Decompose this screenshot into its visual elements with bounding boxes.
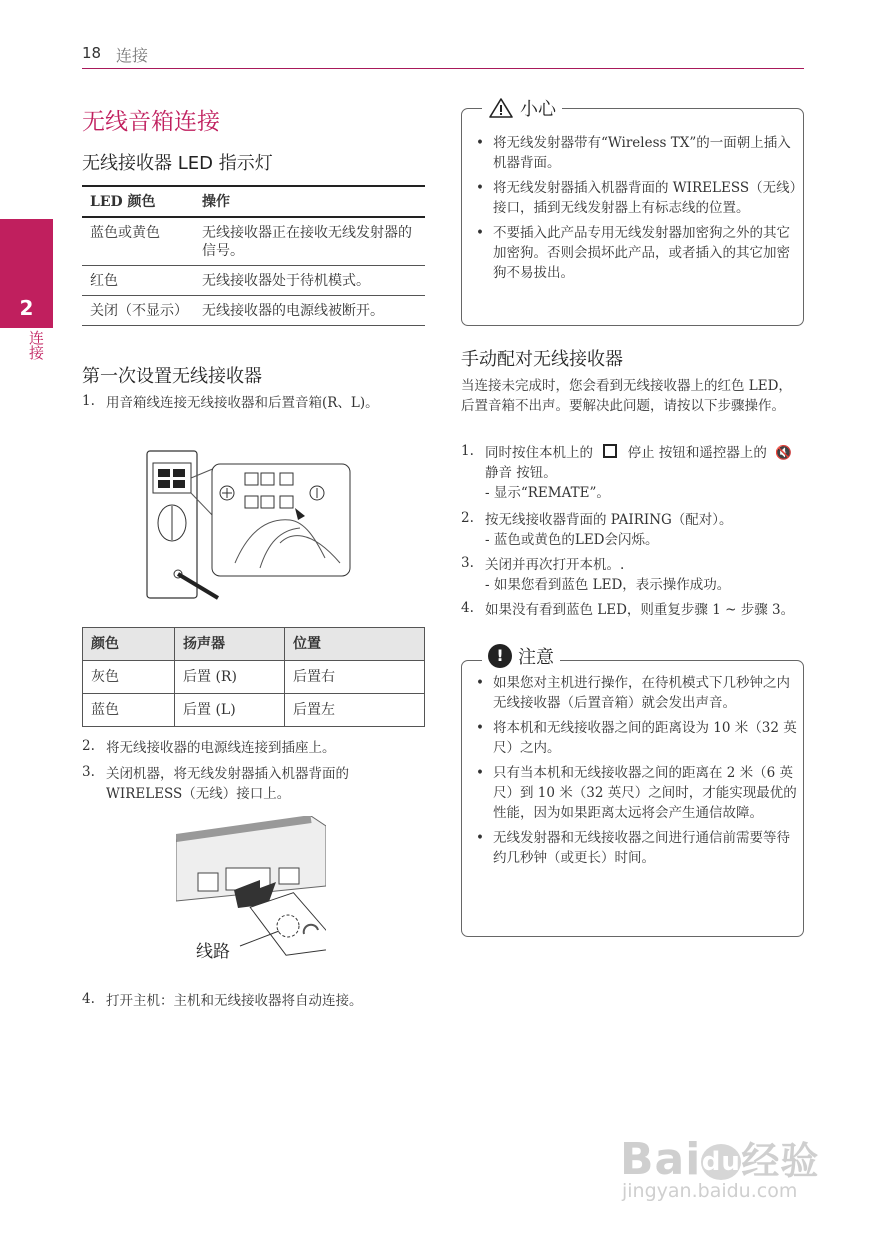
step-text: [485, 443, 798, 503]
speaker-table-header: 颜色: [83, 628, 175, 661]
stop-button-icon: [603, 444, 617, 458]
page-number: 18: [82, 44, 102, 62]
section-title: 无线音箱连接: [82, 109, 220, 135]
table-cell: 蓝色或黄色: [82, 217, 194, 266]
step-number: 3.: [461, 555, 474, 571]
note-title-text: 注意: [518, 647, 554, 668]
table-row: [82, 217, 425, 266]
step-subtext: - 蓝色或黄色的LED会闪烁。: [485, 532, 659, 548]
mute-icon: 🔇: [775, 445, 792, 461]
speaker-table-header: 位置: [285, 628, 425, 661]
led-table-header: 操作: [194, 186, 425, 217]
step-text-part: 静音 按钮。: [485, 465, 557, 481]
list-item: • 如果您对主机进行操作，在待机模式下几秒钟之内无线接收器（后置音箱）就会发出声音。: [493, 673, 803, 713]
receiver-wiring-illustration: [140, 448, 355, 603]
table-row: [83, 661, 425, 694]
step-text: [485, 510, 798, 550]
caution-title: [482, 95, 562, 121]
step-number: 1.: [461, 443, 474, 459]
step-text-part: 停止 按钮和遥控器上的: [627, 445, 767, 461]
table-cell: 无线接收器正在接收无线发射器的信号。: [194, 217, 425, 266]
speaker-table-header: 扬声器: [175, 628, 285, 661]
speaker-color-table: [82, 627, 425, 727]
table-cell: 后置 (L): [175, 694, 285, 727]
watermark-url: jingyan.baidu.com: [622, 1180, 798, 1202]
led-table-header: LED 颜色: [82, 186, 194, 217]
step-text: 关闭机器，将无线发射器插入机器背面的WIRELESS（无线）接口上。: [106, 766, 349, 802]
watermark-text: du: [701, 1147, 741, 1177]
step-text: 打开主机：主机和无线接收器将自动连接。: [106, 993, 363, 1009]
step-number: 2.: [82, 738, 95, 754]
step-subtext: - 显示“REMATE”。: [485, 485, 610, 501]
chapter-tab-label: 连接: [27, 330, 45, 360]
table-row: [82, 266, 425, 296]
step-text: 用音箱线连接无线接收器和后置音箱(R、L)。: [106, 395, 379, 411]
table-cell: 蓝色: [83, 694, 175, 727]
header-section-title: 连接: [116, 46, 149, 65]
paw-icon: [701, 1144, 741, 1180]
list-item: • 将本机和无线接收器之间的距离设为 10 米（32 英尺）之内。: [493, 718, 803, 758]
chapter-tab-number: 2: [19, 296, 34, 320]
pairing-heading: 手动配对无线接收器: [461, 349, 623, 370]
caution-box: [461, 108, 804, 326]
header-rule: [82, 68, 804, 69]
step-text-part: 同时按住本机上的: [485, 445, 593, 461]
table-row: [83, 694, 425, 727]
step-main: 按无线接收器背面的 PAIRING（配对）。: [485, 512, 733, 528]
warning-triangle-icon: [488, 97, 514, 119]
table-cell: 关闭（不显示）: [82, 296, 194, 326]
note-box: [461, 660, 804, 937]
pairing-intro: 当连接未完成时，您会看到无线接收器上的红色 LED，后置音箱不出声。要解决此问题，请按以下步骤操作。: [461, 378, 792, 414]
step-text: [485, 555, 798, 595]
table-cell: 后置 (R): [175, 661, 285, 694]
baidu-watermark-logo: [620, 1130, 819, 1185]
step-number: 4.: [461, 600, 474, 616]
table-cell: 无线接收器处于待机模式。: [194, 266, 425, 296]
table-cell: 后置左: [285, 694, 425, 727]
watermark-text: Bai: [620, 1134, 702, 1185]
note-title: [482, 643, 560, 669]
list-item: • 无线发射器和无线接收器之间进行通信前需要等待约几秒钟（或更长）时间。: [493, 828, 803, 868]
step-number: 2.: [461, 510, 474, 526]
step-number: 3.: [82, 764, 95, 780]
table-cell: 无线接收器的电源线被断开。: [194, 296, 425, 326]
list-item: • 只有当本机和无线接收器之间的距离在 2 米（6 英尺）到 10 米（32 英尺）之间时，才能实现最优的性能，因为如果距离太远将会产生通信故障。: [493, 763, 803, 823]
step-text: 将无线接收器的电源线连接到插座上。: [106, 740, 336, 756]
step-number: 1.: [82, 393, 95, 409]
led-heading: 无线接收器 LED 指示灯: [82, 153, 273, 174]
exclamation-icon: !: [488, 644, 512, 668]
table-row: [82, 296, 425, 326]
step-text: 如果没有看到蓝色 LED，则重复步骤 1 ~ 步骤 3。: [485, 602, 795, 618]
caution-title-text: 小心: [520, 99, 556, 120]
list-item: • 不要插入此产品专用无线发射器加密狗之外的其它加密狗。否则会损坏此产品，或者插入的其它加密狗不易拔出。: [493, 223, 803, 283]
setup-heading: 第一次设置无线接收器: [82, 366, 262, 387]
step-number: 4.: [82, 991, 95, 1007]
figure-label: 线路: [196, 942, 230, 962]
step-subtext: - 如果您看到蓝色 LED，表示操作成功。: [485, 577, 731, 593]
led-table: [82, 185, 425, 326]
list-item: • 将无线发射器带有“Wireless TX”的一面朝上插入机器背面。: [493, 133, 803, 173]
table-cell: 红色: [82, 266, 194, 296]
step-main: 关闭并再次打开本机。.: [485, 557, 625, 573]
list-item: • 将无线发射器插入机器背面的 WIRELESS（无线）接口，插到无线发射器上有标志线的位置。: [493, 178, 803, 218]
watermark-text: 经验: [741, 1139, 820, 1183]
table-cell: 灰色: [83, 661, 175, 694]
table-cell: 后置右: [285, 661, 425, 694]
